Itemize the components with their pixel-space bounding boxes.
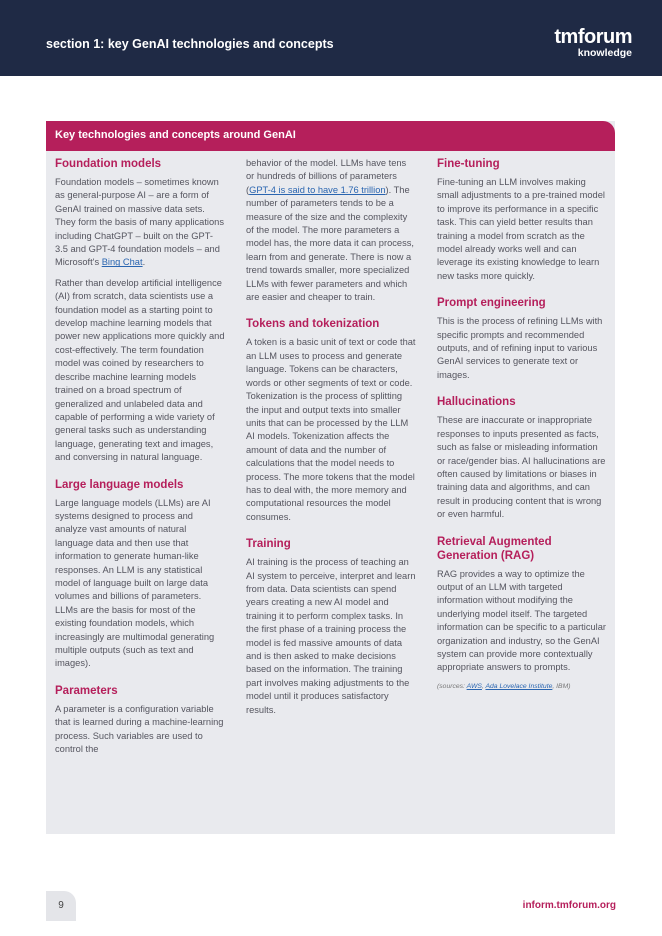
- heading-large-language-models: Large language models: [55, 478, 184, 491]
- heading-hallucinations: Hallucinations: [437, 396, 516, 409]
- foundation-paragraph-1: [55, 176, 225, 270]
- section-rag: [437, 535, 607, 692]
- bing-chat-link[interactable]: Bing Chat: [101, 257, 143, 268]
- heading-tokens: Tokens and tokenization: [246, 318, 380, 331]
- gpt4-parameters-link[interactable]: GPT-4 is said to have 1.76 trillion: [249, 184, 386, 195]
- sources-note: [437, 682, 607, 692]
- logo-sub-text: knowledge: [577, 47, 632, 59]
- hallucinations-paragraph: These are inaccurate or inappropriate responses to inputs presented as facts, such as false or misleading information or race/gender bias. AI hallucinations are often caused by limitations or biases in training data and algorithms, and can result in producing content that is wrong or even harmful.: [437, 415, 606, 520]
- section-foundation-models: [55, 157, 225, 465]
- section-hallucinations: [437, 395, 607, 521]
- section-tokens: [246, 317, 416, 524]
- heading-parameters: Parameters: [55, 684, 118, 697]
- box-title-bar: [46, 121, 615, 151]
- page-header: [0, 0, 662, 76]
- section-prompt-engineering: [437, 296, 607, 382]
- foundation-p1-end: .: [142, 257, 146, 268]
- concepts-box: [46, 121, 615, 834]
- ada-lovelace-source-link[interactable]: Ada Lovelace Institute: [485, 682, 553, 690]
- column-2: [246, 157, 416, 730]
- parameters-p2-start: behavior of the model. LLMs have tens or hundreds of billions of parameters (: [246, 158, 407, 195]
- section-training: [246, 537, 416, 717]
- parameters-p2-end: ). The number of parameters tends to be a measure of the size and the complexity of the model. The more parameters a model has, the more data it can process, learn from and generate. There is now a trend towards smaller, more specialized LLMs with fewer parameters and which are easier and cheaper to train.: [246, 184, 414, 303]
- heading-prompt-engineering: Prompt engineering: [437, 297, 546, 310]
- column-1: [55, 157, 225, 769]
- parameters-paragraph-2: [246, 157, 416, 304]
- aws-source-link[interactable]: AWS: [466, 682, 482, 690]
- tmforum-logo[interactable]: [554, 27, 632, 59]
- fine-tuning-paragraph: Fine-tuning an LLM involves making small adjustments to a pre-trained model to improve its performance in a specific task. This can yield better results than training a model from scratch as the model already works well and can leverage its existing knowledge to learn new tasks more quickly.: [437, 177, 605, 281]
- llm-paragraph: Large language models (LLMs) are AI systems designed to process and analyze vast amounts of natural language data and then use that information to generate human-like responses. An LLM is any statistical model of language built on large data volumes and billions of parameters. LLMs are the basis for most of the existing foundation models, which increasingly are multimodal generating multiple outputs (such as text and images).: [55, 497, 215, 669]
- foundation-p1-text: Foundation models – sometimes known as general-purpose AI – are a form of GenAI trained on massive data sets. They form the basis of many applications including ChatGPT – built on the GPT-3.5 and GPT-4 foundation models – and Microsoft's: [55, 177, 224, 268]
- parameters-paragraph-1: A parameter is a configuration variable that is learned during a machine-learning process. Such variables are used to control the: [55, 703, 224, 755]
- rag-paragraph: RAG provides a way to optimize the output of an LLM with targeted information without modifying the underlying model itself. The targeted information can be specific to a particular organization and industry, so the GenAI system can provide more contextually appropriate answers to prompts.: [437, 568, 606, 673]
- footer-website-link[interactable]: inform.tmforum.org: [522, 900, 616, 911]
- section-large-language-models: [55, 478, 225, 671]
- section-fine-tuning: [437, 157, 607, 283]
- sources-prefix: (sources:: [437, 682, 467, 690]
- training-paragraph: AI training is the process of teaching an AI system to perceive, interpret and learn from data. Data scientists can spend years creating a new AI model and training it to perform complex tasks. In the first phase of a training process the model is fed massive amounts of data and is then asked to make decisions based on the information. The training part involves making adjustments to the model until it produces satisfactory results.: [246, 557, 416, 715]
- section-parameters: [55, 684, 225, 757]
- heading-fine-tuning: Fine-tuning: [437, 158, 500, 170]
- sources-separator: ,: [481, 682, 486, 690]
- page-number: 9: [46, 891, 76, 921]
- tokens-paragraph: A token is a basic unit of text or code that an LLM uses to process and generate language. Tokens can be characters, words or other segments of text or code. Tokenization is the process of splitting the input and output texts into smaller units that can be processed by the LLM AI models. Tokenization affects the amount of data and the number of calculations that the model needs to process. The more tokens that the model has to deal with, the more memory and computational resources the model consumes.: [246, 337, 416, 522]
- section-parameters-continued: [246, 157, 416, 304]
- column-3: [437, 157, 607, 705]
- sources-suffix: , IBM): [552, 682, 571, 690]
- foundation-paragraph-2: Rather than develop artificial intelligence (AI) from scratch, data scientists use a foundation model as a starting point to develop machine learning models that power new applications more quickly and cost-effectively. The term foundation model was coined by researchers to describe machine learning models trained on a broad spectrum of generalized and unlabeled data and capable of performing a wide variety of general tasks such as understanding language, generating text and images, and conversing in natural language.: [55, 277, 225, 463]
- prompt-engineering-paragraph: This is the process of refining LLMs with specific prompts and recommended outputs, and of refining input to various GenAI services to generate text or images.: [437, 316, 603, 380]
- section-title: section 1: key GenAI technologies and concepts: [46, 37, 334, 51]
- logo-main-text: tmforum: [554, 26, 632, 48]
- heading-rag: Retrieval Augmented Generation (RAG): [437, 535, 552, 562]
- heading-foundation-models: Foundation models: [55, 158, 162, 170]
- heading-training: Training: [246, 538, 291, 551]
- box-title: Key technologies and concepts around GenAI: [55, 129, 296, 141]
